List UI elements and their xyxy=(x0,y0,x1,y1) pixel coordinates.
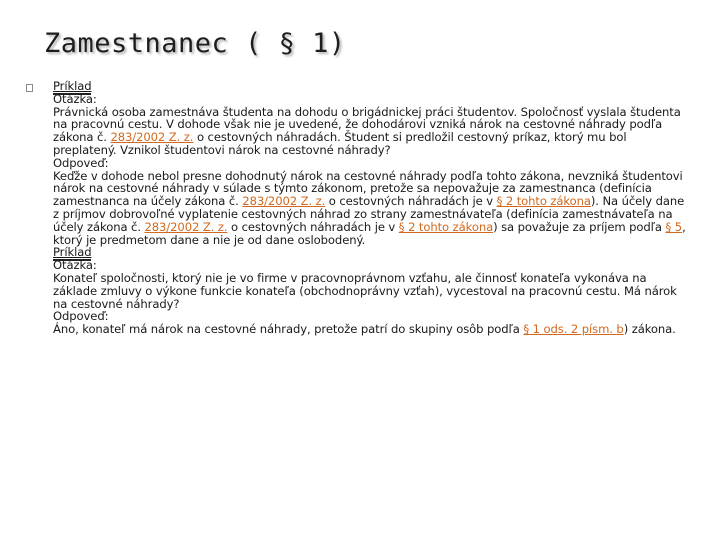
example1-heading: Príklad xyxy=(53,79,92,93)
square-bullet-icon xyxy=(26,84,33,92)
law-link-section-5[interactable]: § 5 xyxy=(665,219,683,234)
law-link-283-2002[interactable]: 283/2002 Z. z. xyxy=(110,130,194,145)
example1-question-label: Otázka: xyxy=(53,91,97,106)
law-link-section-1[interactable]: § 1 ods. 2 písm. b xyxy=(523,322,624,337)
example1-answer-label: Odpoveď: xyxy=(53,155,109,170)
example1-question-text: Právnická osoba zamestnáva študenta na dohodu o brigádnickej práci študentov. Spoločnosť vyslala študenta na pracovnú cestu. V dohode však nie je uvedené, že dohodárovi vzniká nárok na cestovné náhrady podľa zákona č. 283/2002 Z. z. o cestovných náhradách. Študent si predložil cestovný príkaz, ktorý mu bol preplatený. Vznikol študentovi nárok na cestovné náhrady? xyxy=(53,104,681,157)
example2-question-label: Otázka: xyxy=(53,258,97,273)
example2-answer-text: Áno, konateľ má nárok na cestovné náhrady, pretože patrí do skupiny osôb podľa § 1 ods. 2 písm. b) zákona. xyxy=(53,322,676,337)
example1-answer-text: Keďže v dohode nebol presne dohodnutý nárok na cestovné náhrady podľa tohto zákona, nevzniká študentovi nárok na cestovné náhrady v súlade s týmto zákonom, pretože sa nepovažuje za zamestnanca (definícia zamestnanca na účely zákona č. 283/2002 Z. z. o cestovných náhradách je v § 2 tohto zákona). Na účely dane z príjmov dobrovoľné vyplatenie cestovných náhrad zo strany zamestnávateľa (definícia zamestnávateľa na účely zákona č. 283/2002 Z. z. o cestovných náhradách je v § 2 tohto zákona) sa považuje za príjem podľa § 5, ktorý je predmetom dane a nie je od dane oslobodený. xyxy=(53,168,686,247)
slide-content xyxy=(53,80,693,336)
law-link-section-2[interactable]: § 2 tohto zákona xyxy=(398,219,494,234)
slide-title: Zamestnanec ( § 1) xyxy=(44,28,346,59)
example2-question-text: Konateľ spoločnosti, ktorý nie je vo firme v pracovnoprávnom vzťahu, ale činnosť konateľa vykonáva na základe zmluvy o výkone funkcie konateľa (obchodnoprávny vzťah), vycestoval na pracovnú cestu. Má nárok na cestovné náhrady? xyxy=(53,270,677,311)
law-link-283-2002[interactable]: 283/2002 Z. z. xyxy=(242,194,326,209)
example2-answer-label: Odpoveď: xyxy=(53,309,109,324)
law-link-283-2002[interactable]: 283/2002 Z. z. xyxy=(144,219,228,234)
law-link-section-2[interactable]: § 2 tohto zákona xyxy=(496,194,591,209)
example2-heading: Príklad xyxy=(53,245,92,260)
